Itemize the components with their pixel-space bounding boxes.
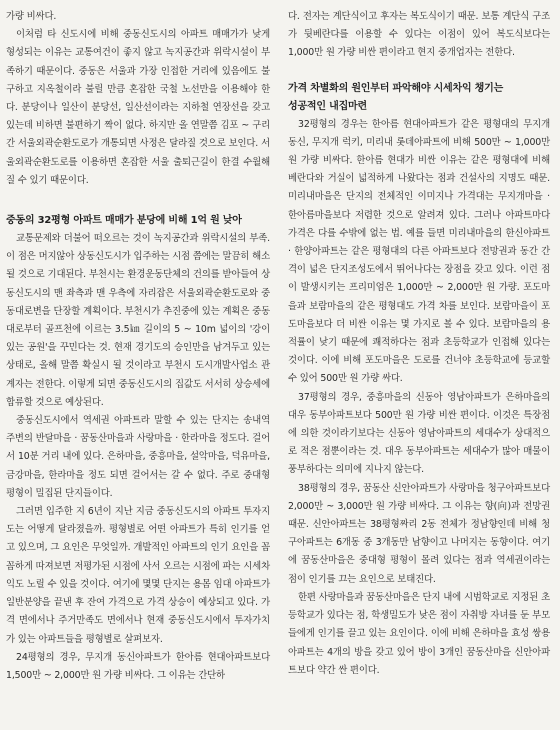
left-paragraph-6: 24평형의 경우, 무지개 동신아파트가 한아름 현대아파트보다 1,500만 ~ 2,000만 원 가량 비싸다. 그 이유는 간단하 [6, 651, 270, 681]
right-paragraph-3: 37평형의 경우, 중흥마을의 신동아 영남아파트가 은하마을의 대우 동부아파트보다 500만 원 가량 비싼 편이다. 이것은 특장점에 의한 것이라기보다는 신동아 영남아파트의 세대수가 상대적으로 적은 점뿐이라는 것. 대우 동부아파트는 세대수가 많아 매물이 풍부하다는 의미에 지나지 않는다. [288, 391, 550, 476]
right-paragraph-4: 38평형의 경우, 꿈동산 신안아파트가 사랑마을 청구아파트보다 2,000만 ~ 3,000만 원 가량 비싸다. 그 이유는 향(向)과 전망권 때문. 신안아파트는 38평형짜리 2동 전체가 정남향인데 비해 청구아파트는 6개동 중 3개동만 남향이고 나머지는 동향이다. 여기에 꿈동산마을은 중대형 평형이 몰려 있다는 점과 역세권이라는 점이 인기를 끄는 요인으로 보태진다. [288, 482, 550, 585]
left-paragraph-2: 이처럼 타 신도시에 비해 중동신도시의 아파트 매매가가 낮게 형성되는 이유는 교통여건이 좋지 않고 녹지공간과 위락시설이 부족하기 때문이다. 중동은 서울과 가장 인접한 거리에 있음에도 불구하고 지옥철이라 불릴 만큼 혼잡한 국철 노선만을 이용해야 한다. 분당이나 일산이 분당선, 일산선이라는 지하철 연장선을 갖고 있는데 비하면 불편하기 짝이 없다. 하지만 올 연말쯤 김포 ~ 구리간 서울외곽순환도로가 개통되면 사정은 달라질 것으로 보인다. 서울외곽순환도로를 이용하면 혼잡한 서울 출퇴근길이 한결 수월해질 수 있기 때문이다. [6, 29, 270, 186]
left-column [6, 8, 270, 685]
section-heading-price-difference: 가격 차별화의 원인부터 파악해야 시세차익 챙기는 [288, 82, 504, 94]
left-paragraph-1: 가량 비싸다. [6, 11, 57, 22]
right-paragraph-5: 한편 사랑마을과 꿈동산마을은 단지 내에 시범학교로 지정된 초등학교가 있다는 점, 학생밀도가 낮은 점이 자취방 자녀를 둔 부모들에게 인기를 끌고 있는 요인이다. 이에 비해 은하마을 효성 쌍용아파트는 4개의 방을 갖고 있어 방이 3개인 꿈동산마을 신안아파트보다 약간 싼 편이다. [288, 591, 550, 676]
section-heading-32-pyeong: 중동의 32평형 아파트 매매가 분당에 비해 1억 원 낮아 [6, 215, 242, 227]
left-paragraph-5: 그러면 입주한 지 6년이 지난 지금 중동신도시의 아파트 투자지도는 어떻게 달라졌을까. 평형별로 어떤 아파트가 특히 인기를 얻고 있으며, 그 요인은 무엇일까. 개발적인 아파트의 인기 요인을 꼼꼼하게 따져보면 저평가된 시점에 사서 오르는 시점에 파는 시세차익도 노릴 수 있을 것이다. 여기에 몇몇 단지는 용몸 임대 아파트가 일반분양을 끝낸 후 잔여 가격으로 가격 상승이 예상되고 있다. 가격 면에서나 주거만족도 면에서나 현재 중동신도시에서 투자가치가 있는 아파트들을 평형별로 살펴보자. [6, 506, 270, 645]
left-paragraph-4: 중동신도시에서 역세권 아파트라 말할 수 있는 단지는 송내역 주변의 반달마을 · 꿈동산마을과 사랑마을 · 한라마을 정도다. 걸어서 10분 거리 내에 있다. 은하마을, 중흥마을, 설악마을, 덕유마을, 금강마을, 한라마을 정도 되면 걸어서는 갈 수 없다. 주로 중대형 평형이 밀집된 단지들이다. [6, 415, 270, 499]
section-subheading-home-buying: 성공적인 내집마련 [288, 100, 367, 112]
right-paragraph-1: 다. 전자는 계단식이고 후자는 복도식이기 때문. 보통 계단식 구조가 뒷베란다를 이용할 수 있다는 이점이 있어 복도식보다는 1,000만 원 가량 비싼 편이라고 현지 중개업자는 전한다. [288, 11, 550, 59]
left-paragraph-3: 교통문제와 더불어 떠오르는 것이 녹지공간과 위락시설의 부족. 이 점은 머지않아 상동신도시가 입주하는 시점 쯤에는 말끔히 해소될 것으로 기대된다. 부천시는 환경운동단체의 건의를 받아들여 상동신도시의 맨 좌측과 맨 우측에 자리잡은 서울외곽순환도로와 중동대로변을 단장할 계획이다. 부천시가 추진중에 있는 계획은 중동대로부터 골프천에 이르는 3.5㎞ 길이의 5 ~ 10m 넓이의 '강이 있는 공원'을 꾸민다는 것. 현재 경기도의 승인만을 남겨두고 있는 상태로, 올해 말쯤 확실시 될 것이라고 부천시 도시개발사업소 관계자는 전한다. 이렇게 되면 중동신도시의 집값도 서서히 상승세에 합류할 것으로 예상된다. [6, 233, 270, 408]
right-paragraph-2: 32평형의 경우는 한아름 현대아파트가 같은 평형대의 무지개 동신, 무지개 럭키, 미리내 롯데아파트에 비해 500만 ~ 1,000만 원 가량 비싸다. 한아름 현대가 비싼 이유는 같은 평형대에 비해 베란다와 거실이 넓적하게 나왔다는 점과 건설사의 지명도 때문. 미리내마을은 단지의 전체적인 이미지나 가격대는 무지개마을 · 한아름마을보다 저렴한 것으로 알려져 있다. 그러나 아파트마다 가격은 다를 수밖에 없는 법. 예를 들면 미리내마을의 한신아파트 · 한양아파트는 같은 평형대의 다른 아파트보다 전망권과 동간 간격이 넓은 단지조성도에서 뛰어나다는 장점을 갖고 있다. 이런 점이 발생시키는 프리미엄은 1,000만 ~ 2,000만 원 가량. 포도마을과 보람마을의 같은 평형대도 가격 차를 보인다. 보람마을이 포도마을보다 더 비싼 이유는 몇 가지로 볼 수 있다. 보람마을의 용적률이 낮기 때문에 쾌적하다는 점과 초등학교가 인접해 있다는 것이다. 이에 비해 포도마을은 도로를 건너야 초등학교에 등교할 수 있어 500만 원 가량 싸다. [288, 118, 550, 385]
right-column [288, 8, 550, 680]
